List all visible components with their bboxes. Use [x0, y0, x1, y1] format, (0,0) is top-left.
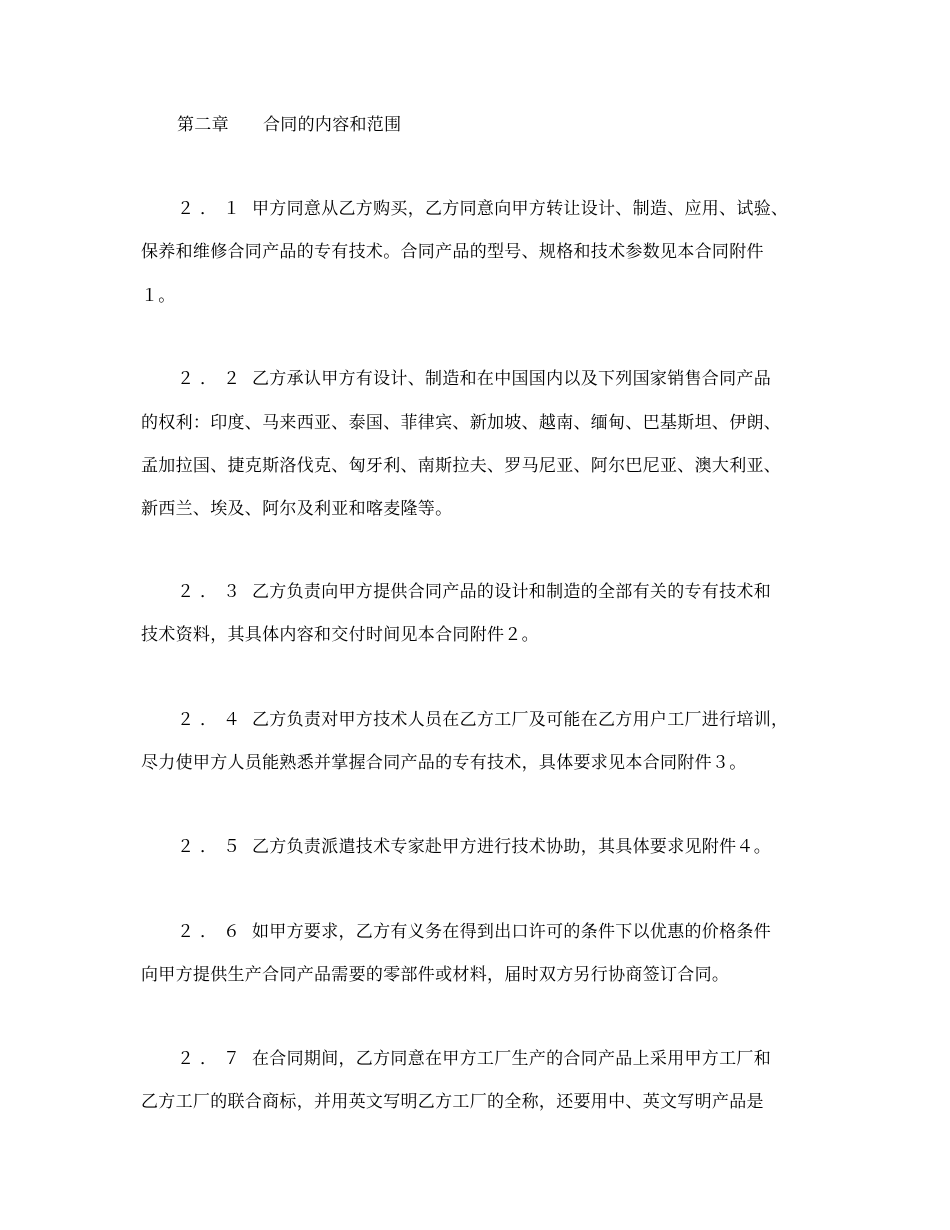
- clause-text-line: 在合同期间，乙方同意在甲方工厂生产的合同产品上采用甲方工厂和: [252, 1049, 771, 1069]
- clause-number: ２．２: [177, 369, 246, 389]
- clause-text-line: 乙方工厂的联合商标，并用英文写明乙方工厂的全称，还要用中、英文写明产品是: [141, 1092, 764, 1112]
- clause-text-line: 技术资料，其具体内容和交付时间见本合同附件２。: [141, 625, 539, 645]
- clause-number: ２．１: [177, 199, 246, 219]
- clause-first-line: [177, 836, 877, 858]
- clause-text-line: 孟加拉国、捷克斯洛伐克、匈牙利、南斯拉夫、罗马尼亚、阿尔巴尼亚、澳大利亚、: [141, 456, 782, 476]
- clause-text-line: 向甲方提供生产合同产品需要的零部件或材料，届时双方另行协商签订合同。: [141, 965, 730, 985]
- chapter-heading: [177, 114, 877, 136]
- clause-first-line: [177, 581, 877, 603]
- clause-first-line: [177, 709, 877, 731]
- clause-first-line: [177, 198, 877, 220]
- clause-number: ２．７: [177, 1049, 246, 1069]
- clause-text-line: 甲方同意从乙方购买，乙方同意向甲方转让设计、制造、应用、试验、: [252, 199, 789, 219]
- chapter-title: 合同的内容和范围: [263, 115, 402, 135]
- clause-text-line: １。: [141, 286, 176, 306]
- clause-text-line: 乙方负责派遣技术专家赴甲方进行技术协助，其具体要求见附件４。: [252, 837, 771, 857]
- clause-text-line: 乙方负责对甲方技术人员在乙方工厂及可能在乙方用户工厂进行培训，: [252, 710, 789, 730]
- chapter-number: 第二章: [177, 115, 229, 135]
- clause-text-line: 如甲方要求，乙方有义务在得到出口许可的条件下以优惠的价格条件: [252, 922, 771, 942]
- clause-first-line: [177, 368, 877, 390]
- clause-first-line: [177, 1048, 877, 1070]
- clause-text-line: 的权利：印度、马来西亚、泰国、菲律宾、新加坡、越南、缅甸、巴基斯坦、伊朗、: [141, 413, 782, 433]
- clause-text-line: 乙方负责向甲方提供合同产品的设计和制造的全部有关的专有技术和: [252, 582, 771, 602]
- clause-number: ２．３: [177, 582, 246, 602]
- clause-number: ２．５: [177, 837, 246, 857]
- clause-text-line: 乙方承认甲方有设计、制造和在中国国内以及下列国家销售合同产品: [252, 369, 771, 389]
- clause-first-line: [177, 921, 877, 943]
- clause-number: ２．４: [177, 710, 246, 730]
- clause-text-line: 保养和维修合同产品的专有技术。合同产品的型号、规格和技术参数见本合同附件: [141, 242, 764, 262]
- clause-number: ２．６: [177, 922, 246, 942]
- clause-text-line: 新西兰、埃及、阿尔及利亚和喀麦隆等。: [141, 499, 453, 519]
- clause-text-line: 尽力使甲方人员能熟悉并掌握合同产品的专有技术，具体要求见本合同附件３。: [141, 753, 747, 773]
